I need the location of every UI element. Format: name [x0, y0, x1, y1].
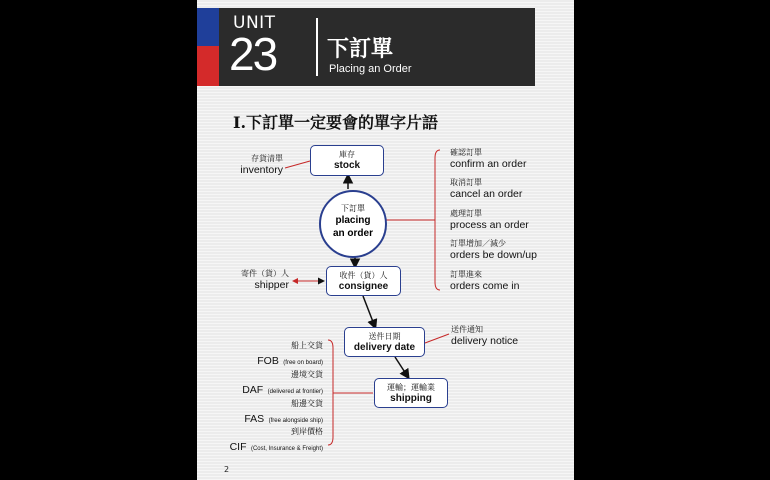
label-inventory-zh: 存貨清單	[251, 154, 283, 163]
label-shipper-zh: 寄件（貨）人	[241, 269, 289, 278]
shipping-term-zh: 到岸價格	[291, 427, 323, 436]
shipping-term-abbr: FOB	[257, 355, 279, 367]
label-inventory-en: inventory	[240, 164, 283, 176]
center-en-line1: placing	[335, 215, 371, 226]
order-action-zh: 取消訂單	[450, 178, 482, 187]
order-action-item	[450, 208, 529, 231]
line-delivery-notice	[425, 334, 449, 343]
line-inventory	[285, 161, 310, 168]
center-zh: 下訂單	[341, 204, 365, 213]
node-delivery-date	[344, 327, 425, 357]
order-action-item	[450, 147, 526, 170]
bracket-order-actions	[435, 150, 440, 290]
shipping-term-full: (Cost, Insurance & Freight)	[250, 446, 323, 452]
unit-number: 23	[229, 28, 277, 80]
label-delivery-notice	[451, 324, 518, 347]
shipping-term-full: (free on board)	[283, 360, 323, 366]
unit-title-en: Placing an Order	[329, 63, 412, 75]
order-action-en: orders be down/up	[450, 249, 537, 261]
order-action-zh: 訂單進來	[450, 270, 482, 279]
order-action-zh: 處理訂單	[450, 209, 482, 218]
label-inventory	[235, 153, 283, 176]
unit-label: UNIT	[233, 13, 276, 33]
order-action-en: process an order	[450, 219, 529, 231]
node-consignee-zh: 收件（貨）人	[339, 271, 388, 280]
label-shipper-en: shipper	[254, 279, 289, 291]
order-action-item	[450, 269, 519, 292]
node-stock-en: stock	[333, 160, 361, 171]
shipping-term-item	[205, 340, 323, 369]
node-placing-an-order	[319, 190, 387, 258]
shipping-term-zh: 船上交貨	[291, 341, 323, 350]
node-consignee	[326, 266, 401, 296]
page-number: 2	[224, 465, 230, 474]
arrow-consignee-delivery	[363, 296, 375, 327]
node-delivery-zh: 送件日期	[368, 332, 401, 341]
label-shipper	[233, 268, 289, 291]
order-action-en: confirm an order	[450, 158, 527, 170]
shipping-term-zh: 邊境交貨	[291, 370, 323, 379]
order-action-zh: 訂單增加／減少	[450, 239, 506, 248]
node-stock-zh: 庫存	[339, 150, 355, 159]
bracket-shipping-terms	[328, 340, 333, 445]
label-delivery-notice-zh: 送件通知	[451, 325, 483, 334]
shipping-term-abbr: CIF	[229, 441, 247, 453]
shipping-term-item	[205, 398, 323, 427]
shipping-term-item	[205, 369, 323, 398]
order-action-item	[450, 238, 537, 261]
node-shipping-en: shipping	[390, 393, 432, 404]
node-shipping-zh: 運輸；運輸業	[387, 383, 435, 392]
shipping-term-full: (delivered at frontier)	[267, 389, 323, 395]
unit-title-zh: 下訂單	[327, 37, 394, 62]
center-en-line2: an order	[332, 228, 373, 239]
shipping-term-abbr: DAF	[242, 384, 264, 396]
book-page	[197, 0, 574, 480]
shipping-term-full: (free alongside ship)	[268, 418, 323, 424]
shipping-term-abbr: FAS	[244, 413, 265, 425]
shipping-term-item	[197, 426, 323, 455]
node-delivery-en: delivery date	[353, 342, 416, 353]
section-title: I.下訂單一定要會的單字片語	[233, 113, 439, 132]
node-shipping	[374, 378, 448, 408]
order-action-en: cancel an order	[450, 188, 523, 200]
label-delivery-notice-en: delivery notice	[451, 335, 519, 347]
order-action-en: orders come in	[450, 280, 520, 292]
node-stock	[310, 145, 384, 176]
order-action-item	[450, 177, 522, 200]
arrow-delivery-shipping	[395, 357, 408, 377]
order-action-zh: 確認訂單	[450, 148, 482, 157]
node-consignee-en: consignee	[338, 281, 389, 292]
shipping-term-zh: 船邊交貨	[291, 399, 323, 408]
